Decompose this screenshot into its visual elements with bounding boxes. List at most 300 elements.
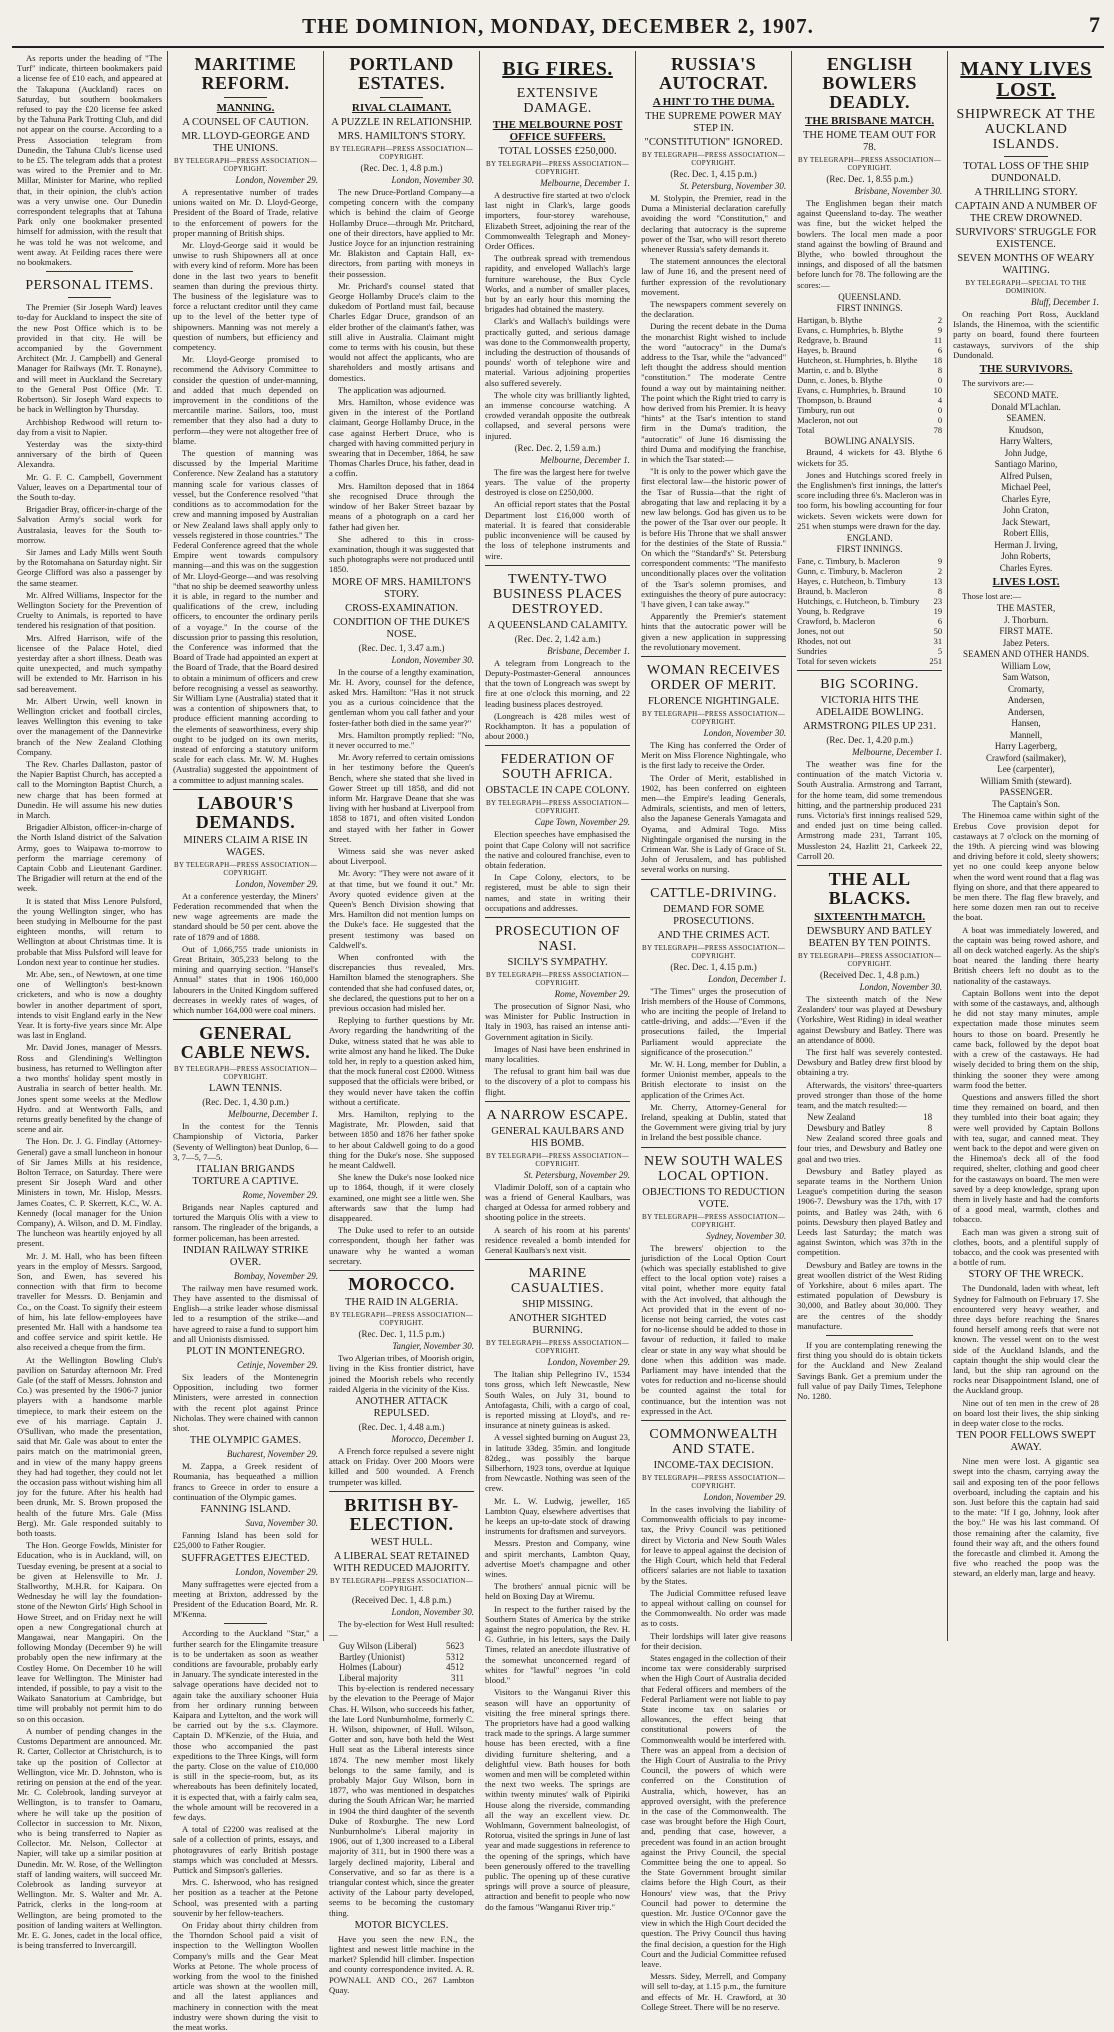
ad-heading: MOTOR BICYCLES. <box>354 1919 449 1931</box>
divider <box>485 1101 630 1102</box>
paragraph: Mr. Lloyd-George said it would be unwise to rush Shipowners all at once with every kind of reform. More has been done in the last two years to benefit seamen than during the previous thirty. The business of the legislature was to force a reluctant creditor until they came up to the level of the better type of shipowners. Manning was not merely a question of numbers, but efficiency and competency. <box>173 240 319 353</box>
subhead: A PUZZLE IN RELATIONSHIP. <box>331 117 472 128</box>
paragraph: The brothers' annual picnic will be held on Boxing Day at Wiremu. <box>485 1581 631 1602</box>
subhead: THE SUPREME POWER MAY STEP IN. <box>645 111 783 134</box>
dateline: Bombay, November 29. <box>234 1270 319 1281</box>
personal-items-heading: PERSONAL ITEMS. <box>25 278 154 294</box>
article-narrow-escape <box>485 1108 630 1255</box>
divider <box>380 97 424 98</box>
paragraph: Clark's and Wallach's buildings were practically gutted, and serious damage was done to the Commonwealth property, including the destruction of thousands of pounds' worth of telephone wire and material. Various adjoining properties also suffered severely. <box>485 316 631 388</box>
dateline: Melbourne, December 1. <box>540 454 631 465</box>
credit-line: BY TELEGRAPH—PRESS ASSOCIATION—COPYRIGHT. <box>329 1311 474 1328</box>
batsman: Braund, b. Macleron <box>797 585 868 596</box>
headline: WOMAN RECEIVES ORDER OF MERIT. <box>646 662 781 693</box>
runs: 0 <box>937 404 943 415</box>
subhead: STORY OF THE WRECK. <box>968 1269 1084 1281</box>
subhead: MINERS CLAIM A RISE IN WAGES. <box>183 834 308 858</box>
result-name: Bartley (Unionist) <box>339 1651 405 1662</box>
paragraph: The Italian ship Pellegrino IV., 1534 tons gross, which left Newcastle, New South Wales, on July 31, bound to Antofagasta, Chili, with a cargo of coal, is reported missing at Lloyd's, and re-insurance at ninety guineas is asked. <box>485 1369 631 1431</box>
paragraph: A French force repulsed a severe night attack on Friday. Over 200 Moors were killed and 500 wounded. A French trumpeter was killed. <box>329 1445 475 1487</box>
crew-name: Santiago Marino, <box>994 459 1058 470</box>
paragraph: The King has conferred the Order of Merit on Miss Florence Nightingale, who is the first lady to receive the Order. <box>641 739 787 771</box>
article-nasi <box>485 924 630 1097</box>
crew-name: Lee (carpenter), <box>997 764 1055 775</box>
subhead: ANOTHER ATTACK REPULSED. <box>355 1395 448 1419</box>
paragraph: The first half was severely contested. Dewsbury and Batley drew first blood by obtaining a try. <box>797 1047 943 1078</box>
paragraph: In Cape Colony, electors, to be registered, must be able to sign their names, and state in writing their occupations and addresses. <box>485 872 631 913</box>
runs: 6 <box>937 615 943 626</box>
article-labour-demands <box>173 794 318 1015</box>
crew-name: Hansen, <box>1011 718 1041 729</box>
crew-name: Charles Eyres. <box>999 562 1053 573</box>
paragraph: States engaged in the collection of their income tax were considerably surprised when the High Court of Australia decided that Federal officers and members of the Federal Parliament were not liable to pay State income tax on salaries or allowances, the effect being that constitutional powers of the Commonwealth would be interfered with. There was an appeal from a decision of the High Court of Australia to the Privy Council, the powers of which were conferred on the Constitution of Australia, which, however, has an approved oversight, with the preference in the case of the Commonwealth. The case was brought before the High Court, and, pending that case, however, a precedent was found in an action brought against the Privy Council, the special Committee being the one to appeal. So the State Government brought similar claims before the High Court, as their Honours' view was, that the Privy Council had power to determine the question. Mr. Justice O'Connor gave the view in which the High Court decided the question. The Privy Council thus having the final decision, a question for the High Court and the Judicial Committee refused leave. <box>641 1652 787 1970</box>
credit-line: BY TELEGRAPH—PRESS ASSOCIATION—COPYRIGHT. <box>173 1065 318 1082</box>
paragraph: New Zealand scored three goals and four tries, and Dewsbury and Batley one goal and two tries. <box>797 1133 943 1164</box>
headline: A NARROW ESCAPE. <box>486 1107 629 1123</box>
paragraph: Mrs. Hamilton deposed that in 1864 she recognised Druce through the window of her Baker Street bazaar by means of a photograph on a card her father had given her. <box>329 480 475 532</box>
paragraph: "It is only to the power which gave the first electoral law—the historic power of the Tsar of Russia—that the right of abrogating that law and replacing it by a new law belongs. God has given us to be the power of the Tsar over our people. It is before His Throne that we shall answer for the destinies of the State of Russia." On which the "Standard's" St. Petersburg correspondent comments: "The manifesto unconditionally places over the volitation of the Tsar's solemn promises, and extinguishes the theory of pure autocracy: 'I have given, I can take away.'" <box>641 466 787 609</box>
runs: 2 <box>937 314 943 325</box>
article-body <box>173 187 318 785</box>
article-morocco <box>329 1275 474 1487</box>
paragraph: The outbreak spread with tremendous rapidity, and enveloped Wallach's large furniture warehouse, the Bux Cycle Works, and a number of smaller places, but by an early hour this morning the brigades had obtained the mastery. <box>485 253 631 315</box>
subhead: A THRILLING STORY. <box>974 187 1078 198</box>
paragraph: Apparently the Premier's statement hints that the autocratic power will be given a new application in suppressing the revolutionary movement. <box>641 611 787 652</box>
paragraph: The Judicial Committee refused leave to appeal without calling on counsel for the Commonwealth. No order was made as to costs. <box>641 1587 787 1629</box>
dateline: London, November 29. <box>235 878 319 889</box>
dateline: Sydney, November 30. <box>706 1230 787 1241</box>
article-portland-estates <box>329 55 474 1266</box>
article-body <box>953 1283 1099 1428</box>
kicker: THE BRISBANE MATCH. <box>805 115 935 127</box>
score-row <box>797 415 942 425</box>
paragraph: Their lordships will later give reasons for their decision. <box>641 1630 787 1651</box>
paragraph: According to the Auckland "Star," a further search for the Elingamite treasure is to be undertaken as soon as weather conditions are favourable, probably early in January. The syndicate interested in the salvage operations have decided not to again take the auxiliary schooner Huia from her ordinary running between Kaipara and Lyttelton, and the work will be carried out by the s.s. Claymore. Captain D. M'Kenzie, of the Huia, and those who accompanied the past expeditions to the Three Kings, will form the party. Close on the value of £10,000 is still in the specie-room, but, as its whereabouts has been definitely located, it is expected that, with a fairly calm sea, the whole amount will be recovered in a few days. <box>173 1628 319 1822</box>
dateline: St. Petersburg, November 29. <box>523 1169 631 1180</box>
batsman: Hartigan, b. Blythe <box>797 314 863 325</box>
innings-label: FIRST INNINGS. <box>836 303 903 314</box>
article-business-places <box>485 572 630 742</box>
article-english-bowlers <box>797 55 942 666</box>
kicker: RIVAL CLAIMANT. <box>351 102 452 114</box>
item-heading: ITALIAN BRIGANDS TORTURE A CAPTIVE. <box>192 1164 299 1188</box>
dateline: London, November 30. <box>391 1606 475 1617</box>
article-body <box>797 994 942 1110</box>
dateline: Melbourne, December 1. <box>852 746 943 757</box>
score-row <box>797 355 942 365</box>
kicker: SIXTEENTH MATCH. <box>814 910 926 923</box>
dateline: Suva, November 30. <box>245 1518 319 1529</box>
paragraph: Mr. G. F. C. Campbell, Government Valuer, leaves on a Departmental tour of the South to-day. <box>17 471 163 502</box>
subhead: FLORENCE NIGHTINGALE. <box>647 695 780 707</box>
batsman: Dunn, c. Jones, b. Blythe <box>797 374 883 385</box>
article-local-option <box>641 1154 786 1416</box>
paragraph: At the Wellington Bowling Club's pavilion on Saturday afternoon Mr. Fred Gale (of the staff of Messrs. Johnston and Co.) was presented by the 1906-7 junior players with a handsome marble timepiece, to mark their esteem on the eve of his marriage. Captain J. O'Sullivan, who made the presentation, said that Mr. Gale was about to enter the pairs match on the matrimonial green, and in view of the many happy greens they had had together, they could not let the occasion pass without wishing him all joy for the future. After his health had been drunk, Mr. S. Brown proposed the health of the future Mrs. Gale (Miss Berg). Mr. Gale responded suitably to both toasts. <box>17 1354 163 1539</box>
article-body <box>329 1353 474 1394</box>
received-date: (Rec. Dec. 1, 4.15 p.m.) <box>670 961 757 972</box>
paragraph: Election speeches have emphasised the point that Cape Colony will not sacrifice the native and coloured franchise, even to obtain federation. <box>485 829 631 870</box>
divider <box>485 917 630 918</box>
credit-line: BY TELEGRAPH—PRESS ASSOCIATION—COPYRIGHT. <box>798 156 942 172</box>
runs: 9 <box>937 324 943 335</box>
credit-line: BY TELEGRAPH—PRESS ASSOCIATION—COPYRIGHT. <box>798 951 942 968</box>
credit-line: BY TELEGRAPH—PRESS ASSOCIATION—COPYRIGHT. <box>642 1474 786 1491</box>
article-body <box>485 658 630 742</box>
scorecard <box>797 556 942 656</box>
headline: PORTLAND ESTATES. <box>349 54 454 93</box>
credit-line: BY TELEGRAPH—PRESS ASSOCIATION—COPYRIGHT. <box>329 1576 474 1593</box>
paragraph: Mrs. Hamilton promptly replied: "No, it never occurred to me." <box>329 729 475 750</box>
article-body <box>797 759 942 861</box>
subhead: CONDITION OF THE DUKE'S NOSE. <box>333 616 470 640</box>
subhead: THE HOME TEAM OUT FOR 78. <box>802 130 937 153</box>
divider <box>68 297 112 298</box>
runs: 9 <box>937 555 943 566</box>
subhead: ARMSTRONG PILES UP 231. <box>802 720 937 732</box>
crew-name: Mannell, <box>1009 729 1043 740</box>
subhead: MR. LLOYD-GEORGE AND THE UNIONS. <box>181 131 310 154</box>
batsman: Gunn, c. Timbury, b. Macleron <box>797 565 903 576</box>
paragraph: M. Stolypin, the Premier, read in the Duma a Ministerial declaration carefully avoiding the word "Constitution," and declaring that autocracy is the supreme power of the Tsar, who will resort thereto whenever Russia's safety demands it. <box>641 193 787 255</box>
crew-name: J. Thorburn. <box>1003 614 1049 625</box>
divider <box>173 789 318 790</box>
article-body <box>797 198 942 290</box>
score-row <box>797 315 942 325</box>
credit-line: BY TELEGRAPH—PRESS ASSOCIATION—COPYRIGHT. <box>642 709 786 726</box>
paragraph: Mr. David Jones, manager of Messrs. Ross and Glendining's Wellington business, has returned to Wellington after a two months' holiday spent mostly in Australia in search of better health. Mr. Jones spent some weeks at the Medlow Hydro. and at Wentworth Falls, and returns greatly benefited by the change of scene and air. <box>17 1042 163 1135</box>
runs: 2 <box>937 565 943 576</box>
footer-notice: If you are contemplating renewing the first thing you should do is obtain tickets for the Auckland and New Zealand Savings Bank. Get a premium under the full value of pay Daily Times, Telephone No. 1280. <box>797 1340 943 1402</box>
result-row <box>797 1123 942 1134</box>
score-row <box>797 566 942 576</box>
dateline: Rome, November 29. <box>242 1190 319 1201</box>
crew-name: The Captain's Son. <box>992 798 1060 809</box>
article-body <box>485 829 630 913</box>
paragraph: On Friday about thirty children from the Thorndon School paid a visit of inspection to the Wellington Woollen Company's mills and the Gear Meat Works at Petone. The whole process of working from the wool to the finished article was shown at the woollen mill, and all the latest appliances and machinery in connection with the meat industry were shown during the visit to the meat works. <box>173 1920 319 2032</box>
paragraph: When confronted with the discrepancies thus revealed, Mrs. Hamilton blamed the stenographers. She contended that she had confused dates, or, she declared, the questions put to her on a previous occasion had misled her. <box>329 952 475 1014</box>
runs: 8 <box>937 364 943 375</box>
dateline: London, November 30. <box>859 981 943 992</box>
lost-list <box>953 661 1099 787</box>
paragraph: On reaching Port Ross, Auckland Islands, the Hinemoa, with the scientific party on board, found there fourteen castaways, survivors of the ship Dundonald. <box>953 309 1099 360</box>
paragraph: Afterwards, the visitors' three-quarters proved stronger than those of the home team, and the match resulted:— <box>797 1079 943 1111</box>
article-body <box>485 467 630 561</box>
total-runs: 78 <box>933 424 943 435</box>
headline: ENGLISH BOWLERS DEADLY. <box>822 54 917 112</box>
crew-name: Andersen, <box>1007 695 1045 706</box>
received-date: (Rec. Dec. 1, 4.20 p.m.) <box>826 734 913 745</box>
crew-name: William Low, <box>1001 660 1051 671</box>
advertisement: Have you seen the new F.N., the lightest and newest little machine in the market? Splendid hill climber. Inspection and county correspondence invited. A. R. POWNALL AND CO., 267 Lambton Quay. <box>329 1933 475 1995</box>
score-row <box>797 325 942 335</box>
subhead: "CONSTITUTION" IGNORED. <box>644 137 783 148</box>
headline: FEDERATION OF SOUTH AFRICA. <box>500 752 615 783</box>
article-body <box>329 1446 474 1487</box>
headline: RUSSIA'S AUTOCRAT. <box>659 54 769 93</box>
majority-row <box>329 1673 474 1684</box>
credit-line: BY TELEGRAPH—PRESS ASSOCIATION—COPYRIGHT. <box>329 145 474 161</box>
dateline: Bucharest, November 29. <box>226 1449 319 1460</box>
subhead: TOTAL LOSSES £250,000. <box>498 146 617 157</box>
paragraph: The Duke used to refer to an outside correspondent, though her father was unaware why he wanted a woman secretary. <box>329 1225 475 1266</box>
subhead: SHIP MISSING. <box>522 1299 593 1311</box>
paragraph: Each man was given a strong suit of clothes, boots, and a plentiful supply of tobacco, and the cook was presented with a bottle of rum. <box>953 1226 1099 1268</box>
paragraph: The survivors are:— <box>962 378 1034 389</box>
crew-name: Herman J. Irving, <box>994 539 1058 550</box>
article-big-fires <box>485 59 630 561</box>
score-row <box>797 375 942 385</box>
paragraph: The newspapers comment severely on the declaration. <box>641 299 787 320</box>
crew-name: Harry Lagerberg, <box>994 741 1058 752</box>
article-body <box>641 193 786 652</box>
score-row <box>797 385 942 395</box>
item-heading: LAWN TENNIS. <box>209 1083 283 1095</box>
dateline: London, November 30. <box>703 727 787 738</box>
paragraph: The question of manning was discussed by the Imperial Maritime Conference. New Zealand has a statutory manning scale for various classes of vessel, but the Conference resolved "that conditions as to accommodation for the crew and manning imposed by Australian or New Zealand laws shall apply only to vessels registered in those countries." The Federal Conference agreed that the whole Empire went towards compulsory manning—and this was on the suggestion of Mr. Lloyd-George—and was resolving "that no ship be deemed seaworthy unless it is able, in regard to the number and qualifications of the crew, including officers, to encounter the ordinary perils of a voyage." In the course of the discussion prior to passing this resolution, the Conference was informed that the Board of Trade had appointed an expert at the Board of Trade, that the Board desired to obtain a minimum of officers and crew before recognising a vessel as seaworthy. Sir William Lyne (Australia) stated that it was a contention of shipowners that, to produce efficient manning according to the elements of seaworthiness, every ship ought to be judged on its own merits, instead of enforcing a statutory uniform scale for each class. Mr. W. M. Hughes (Australia) suggested the appointment of a committee to adjust manning scales. <box>173 448 319 785</box>
result-value: 5623 <box>446 1641 465 1652</box>
dateline: London, November 29. <box>547 1357 631 1368</box>
article-russias-autocrat <box>641 55 786 652</box>
dateline: Cetinje, November 29. <box>237 1360 319 1371</box>
divider <box>224 97 268 98</box>
received-date: (Received Dec. 1, 4.8 p.m.) <box>819 969 920 980</box>
received-date: (Received Dec. 1, 4.8 p.m.) <box>351 1594 452 1605</box>
headline: LABOUR'S DEMANDS. <box>195 792 296 832</box>
paragraph: Dewsbury and Batley are towns in the great woollen district of the West Riding of Yorkshire, about 6 miles apart. The estimated population of Dewsbury is 30,000, and Batley about 30,000. They are the centres of the shoddy manufacture. <box>797 1259 943 1331</box>
scorecard-body <box>797 315 942 425</box>
headline: BIG FIRES. <box>502 58 613 80</box>
article-all-blacks <box>797 870 942 1401</box>
kicker: MANNING. <box>216 102 275 114</box>
received-date: (Rec. Dec. 1, 4.15 p.m.) <box>670 169 757 179</box>
paragraph: Mr. Cherry, Attorney-General for Ireland, speaking at Dublin, stated that the Government were giving trial by jury in Ireland the best possible chance. <box>641 1101 787 1143</box>
article-body <box>329 667 474 1267</box>
dateline: London, November 29. <box>703 1492 787 1503</box>
subhead: SICILY'S SYMPATHY. <box>507 956 608 968</box>
paragraph: Mrs. Alfred Harrison, wife of the licensee of the Palace Hotel, died yesterday after a short illness. Death was quite unexpected, and much sympathy will be extended to Mr. Harrison in his sad bereavement. <box>17 632 163 694</box>
article-big-scoring <box>797 677 942 861</box>
subhead: THE RAID IN ALGERIA. <box>344 1297 459 1309</box>
paragraph: Vladimir Doloff, son of a captain who was a friend of General Kaulbars, was charged at Odessa for armed robbery and shooting police in the streets. <box>485 1181 631 1223</box>
credit-line: BY TELEGRAPH—SPECIAL TO THE DOMINION. <box>965 279 1087 295</box>
innings-label: FIRST INNINGS. <box>836 544 903 555</box>
paragraph: Brigadier Bray, officer-in-charge of the Salvation Army's social work for Australasia, leaves for the South to-morrow. <box>17 504 163 545</box>
article-body <box>329 187 474 575</box>
article-south-africa <box>485 752 630 913</box>
paragraph: Mrs. Hamilton, replying to the Magistrate, Mr. Plowden, said that between 1850 and 1876 her father spoke to her about Caldwell going to do a good thing for the Duke's nose. She supposed he meant Caldwell. <box>329 1109 475 1171</box>
paragraph: Mr. W. H. Long, member for Dublin, a former Unionist member, appeals to the British electorate to insist on the application of the Crimes Act. <box>641 1059 787 1100</box>
paragraph: In the cases involving the liability of Commonwealth officials to pay income-tax, the Privy Council was petitioned direct by Victoria and New South Wales for leave to appeal against the decision of the High Court, which held that Federal officers' salaries are not liable to taxation by the States. <box>641 1504 787 1586</box>
result-value: 5312 <box>446 1651 465 1662</box>
paragraph: The by-election for West Hull resulted:— <box>329 1618 475 1639</box>
dateline: Brisbane, November 30. <box>854 186 943 196</box>
result-row <box>329 1641 474 1652</box>
subhead: MRS. HAMILTON'S STORY. <box>337 131 466 142</box>
paragraph: The Hon. George Fowlds, Minister for Education, who is in Auckland, will, on Tuesday evening, be present at a social to be given at Helensville to Mr. J. Stallworthy, M.H.R. for Kaipara. On Wednesday he will lay the foundation-stone of the Newton Girls' High School in Howe Street, and on Friday next he will open a new Congregational church at Mangawai, near Mangapiri. On the following Monday (December 9) he will probably open the new infirmary at the Costley Home. On December 10 he will leave for Wellington. The Minister had intended, if possible, to pay a visit to the Waikato Sanatorium at Cambridge, but time will probably not permit him to do so on this occasion. <box>17 1540 163 1724</box>
paragraph: Nine men were lost. A gigantic sea swept into the chasm, carrying away the sail and exposing ten of the poor fellows overboard, including the captain and his son. Just before this the captain had said to the mate: "If I go, Johnny, look after the boy." He was his last command. Of those remaining after the calamity, five found their way aft, and the others found the forecastle and climbed it. Among the five who reached the poop was the steward, an elderly man, large and heavy. <box>953 1456 1099 1579</box>
paragraph: The refusal to grant him bail was due to the discovery of a plot to compass his flight. <box>485 1066 631 1097</box>
paragraph: The railway men have resumed work. They have assented to the dismissal of English—a strike leader whose dismissal led to a resumption of the strike—and have agreed to raise a fund to support him and all Unionists dismissed. <box>173 1282 319 1344</box>
paragraph: Mr. Prichard's counsel stated that George Hollamby Druce's claim to the dukedom of Portland must fail, because Charles Edgar Druce, grandson of an elder brother of the claimant's father, was still alive in Australia. Claimant might come to terms with his cousin, but these would not affect the applicants, who are shareholders and mostly artisans and domestics. <box>329 280 475 383</box>
paragraph: An official report states that the Postal Department lost £16,000 worth of material. It is feared that considerable public inconvenience will be caused by the loss of telephone instruments and wire. <box>485 499 631 561</box>
subhead: MORE OF MRS. HAMILTON'S STORY. <box>332 576 472 600</box>
paragraph: (Longreach is 428 miles west of Rockhampton. It has a population of about 2000.) <box>485 710 631 742</box>
result-row <box>329 1662 474 1673</box>
article-body <box>485 1369 630 1912</box>
divider <box>641 1147 786 1148</box>
personal-items-list <box>17 302 162 1950</box>
runs: 18 <box>933 354 943 365</box>
headline: NEW SOUTH WALES LOCAL OPTION. <box>643 1153 784 1184</box>
score-row <box>797 616 942 626</box>
crew-name: Crawford (sailmaker), <box>986 752 1067 763</box>
paragraph: Sir James and Lady Mills went South by the Rotomahana on Saturday night. Sir George Clifford was also a passenger by the same steamer. <box>17 546 163 588</box>
received-date: (Rec. Dec. 1, 8.55 p.m.) <box>826 174 913 184</box>
paragraph: In the course of a lengthy examination, Mr. H. Avory, counsel for the defence, asked Mrs. Hamilton: "Has it not struck you as a curious coincidence that the gentleman whom you call father and your foster-father both died in the same year?" <box>329 666 475 728</box>
received-date: (Rec. Dec. 1, 11.5 p.m.) <box>358 1329 445 1340</box>
headline: MANY LIVES LOST. <box>960 58 1092 101</box>
headline: CATTLE-DRIVING. <box>650 885 777 901</box>
crew-name: William Smith (steward). <box>980 775 1072 786</box>
column-1 <box>12 51 168 1951</box>
score-row <box>797 646 942 656</box>
subhead: A COUNSEL OF CAUTION. <box>182 117 309 128</box>
paragraph: Mr. Alfred Williams, Inspector for the Wellington Society for the Prevention of Cruelty to Animals, is reported to have tendered his resignation of that position. <box>17 589 163 631</box>
subhead: A LIBERAL SEAT RETAINED WITH REDUCED MAJORITY. <box>333 1550 470 1574</box>
headline: TWENTY-TWO BUSINESS PLACES DESTROYED. <box>492 571 623 617</box>
paragraph: Mrs. Hamilton, whose evidence was given in the interest of the Portland claimant, George Hollamby Druce, in the case against Herbert Druce, who is charged with having committed perjury in swearing that in December, 1864, he saw Thomas Charles Druce, his father, dead in a coffin. <box>329 397 475 479</box>
dateline: London, November 29. <box>235 1566 319 1577</box>
runs: 4 <box>937 394 943 405</box>
runs: 23 <box>933 595 943 606</box>
credit-line: BY TELEGRAPH—PRESS ASSOCIATION—COPYRIGHT. <box>642 1212 786 1229</box>
paragraph: Replying to further questions by Mr. Avory regarding the handwriting of the Duke, witness stated that he was able to write almost any hand he liked. The Duke told her, in reply to a question asked him, that the mock funeral cost £2000. Witness supposed that the officials were bribed, or they would never have taken the coffin without a certificate. <box>329 1015 475 1107</box>
paragraph: Yesterday was the sixty-third anniversary of the birth of Queen Alexandra. <box>17 438 163 470</box>
page-number: 7 <box>1089 12 1100 37</box>
item-heading: SUFFRAGETTES EJECTED. <box>181 1552 310 1564</box>
result-name: Dewsbury and Batley <box>807 1122 886 1133</box>
article-cattle-driving <box>641 886 786 1143</box>
credit-line: BY TELEGRAPH—PRESS ASSOCIATION—COPYRIGHT. <box>642 943 786 960</box>
batsman: Evans, c. Humphries, b. Blythe <box>797 324 904 335</box>
divider <box>485 745 630 746</box>
batsman: Jones, not out <box>797 625 845 636</box>
score-row <box>797 626 942 636</box>
masthead-title: THE DOMINION, MONDAY, DECEMBER 2, 1907. <box>302 14 814 38</box>
divider <box>329 1491 474 1492</box>
paragraph: The statement announces the electoral law of June 16, and the present need of further expression of the revolutionary movement. <box>641 256 787 297</box>
result-value: 18 <box>923 1112 933 1123</box>
paragraph: The weather was fine for the continuation of the match Victoria v. South Australia. Armstrong and Tarrant, for the home team, did some tremendous hitting, and the partnership produced 231 runs. Victoria's first innings realised 529, and ended just on time being called. Armstrong made 231, Tarrant 105, Mussleston 24, Hazlitt 21, Carkeek 22, Carroll 20. <box>797 758 943 861</box>
received-date: (Rec. Dec. 1, 4.48 a.m.) <box>358 1421 445 1432</box>
divider <box>173 1019 318 1020</box>
paragraph: The fire was the largest here for twelve years. The value of the property destroyed is close on £250,000. <box>485 466 631 498</box>
paragraph: Nine out of ten men in the crew of 28 on board lost their lives, the ship sinking in deep water close to the rocks. <box>953 1397 1099 1428</box>
subhead: CROSS-EXAMINATION. <box>345 602 458 614</box>
paragraph: Mr. Avory referred to certain omissions in her testimony before the Queen's Bench, where she stated that she lived in Gower Street up till 1858, and did not inform Mr. Hargrave Deane that she was living with her husband at Liverpool from 1858 to 1871, and often visited London and stayed with her father in Gower Street. <box>329 752 475 844</box>
paragraph: A destructive fire started at two o'clock last night in Clark's, large goods importers, four-storey warehouse, Elizabeth Street, adjoining the rear of the Commonwealth Telegraph and Money-Order Offices. <box>485 190 631 252</box>
score-row <box>797 365 942 375</box>
score-row <box>797 606 942 616</box>
paragraph: The Rev. Charles Dallaston, pastor of the Napier Baptist Church, has accepted a call to the Mornington Baptist Church, a new charge that has been formed at Dunedin. He will assume his new duties in March. <box>17 759 163 821</box>
subhead: ANOTHER SIGHTED BURNING. <box>508 1313 607 1337</box>
column-5 <box>636 51 792 2012</box>
paragraph: At a conference yesterday, the Miners' Federation recommended that when the new wage agreements are made the standard should be 50 per cent. above the rate of 1879 and of 1888. <box>173 890 319 942</box>
paragraph: "The Times" urges the prosecution of Irish members of the House of Commons, who are inciting the people of Ireland to cattle-driving, and adds:—"Even if the prosecutions failed, the Imperial Parliament would appreciate the significance of the prosecution." <box>641 985 787 1057</box>
result-name: New Zealand <box>807 1112 856 1123</box>
paragraph: The Hinemoa came within sight of the Erebus Cove provision depot for castaways at 7 o'clock on the morning of the 19th. A piercing wind was blowing and driving before it cold, sleety showers; yet no one could keep anyone below when the word went round that a flag was flying on shore, and that there appeared to be men there. The flag flew bravely, and here some dozen men ran out to receive the boat. <box>953 810 1099 923</box>
dateline: London, November 30. <box>391 175 475 185</box>
batsman: Thompson, b. Braund <box>797 394 872 405</box>
crew-name: Sam Watson, <box>1002 672 1050 683</box>
team-name: ENGLAND. <box>846 532 893 543</box>
scorecard <box>797 315 942 425</box>
paragraph: Jones and Hutchings scored freely in the Englishmen's first innings, the latter's score including three 6's. Macleron was in too form, his bowling accounting for four wickets. Seven wickets were down for 251 when stumps were drawn for the day. <box>797 469 943 531</box>
runs: 11 <box>933 334 943 345</box>
paragraph: A total of £2200 was realised at the sale of a collection of prints, essays, and photogravures of early British postage stamps which was concluded at Messrs. Puttick and Simpson's galleries. <box>173 1824 319 1875</box>
scorecard-body <box>797 556 942 656</box>
paragraph: She knew the Duke's nose looked nice up to 1864, though, if it were closely examined, one might see a little wen. She afterwards saw that the lump had disappeared. <box>329 1172 475 1224</box>
dateline: Bluff, December 1. <box>1030 297 1099 307</box>
article-body <box>641 1243 786 1416</box>
batsman: Sundries <box>797 645 827 656</box>
paragraph: In respect to the further raised by the Southern States of America by the strike against the negro population, the Rev. H. G. Guthrie, in his letters, says the Daily Times, related an anecdote illustrative of the somewhat unconcerned regard of whites for "lawful" negroes "in cold blood." <box>485 1603 631 1686</box>
paragraph: She adhered to this in cross-examination, though it was suggested that such photographs were not produced until 1850. <box>329 533 475 575</box>
dateline: London, November 29. <box>235 175 319 185</box>
divider <box>224 1623 268 1624</box>
dateline: Melbourne, December 1. <box>228 1109 319 1120</box>
divider <box>797 670 942 671</box>
subhead: VICTORIA HITS THE ADELAIDE BOWLING. <box>815 694 924 718</box>
crew-name: John Judge, <box>1004 447 1048 458</box>
paragraph: Brigands near Naples captured and tortured the Marquis Olis with a view to ransom. The ringleader of the brigands, a former policeman, has been arrested. <box>173 1202 319 1243</box>
result-value: 8 <box>927 1122 933 1133</box>
paragraph: A telegram from Longreach to the Deputy-Postmaster-General announces that the town of Longreach was swept by fire at one o'clock this morning, and 22 leading business places destroyed. <box>485 657 631 709</box>
paragraph: During the recent debate in the Duma the monarchist Right wished to include the word "autocracy" in the Duma's address to the Tsar, while the "advanced" left thought the address should mention "constitution." The moderate Centre found a way out by maintaining neither. The point which the Right tried to carry is how derived from his Premier. It is heavy "hints" at the Tsar's intention to stand firm in the Duma's tradition, the "autocratic" of June 16 dismissing the third Duma and modifying the franchise, in which the Tsar stated:— <box>641 321 787 465</box>
analysis-heading: BOWLING ANALYSIS. <box>824 435 915 446</box>
rank-heading: PASSENGER. <box>999 787 1053 798</box>
score-row <box>797 586 942 596</box>
article-body <box>485 1001 630 1097</box>
dateline: London, November 30. <box>391 654 475 665</box>
credit-line: BY TELEGRAPH—PRESS ASSOCIATION—COPYRIGHT. <box>173 860 318 877</box>
paragraph: Mr. Albert Urwin, well known in Wellington cricket and football circles, leaves Wellington this evening to take over the management of the Dannevirke branch of the New Zealand Clothing Company. <box>17 695 163 757</box>
dateline: Rome, November 29. <box>554 988 631 999</box>
score-row <box>797 395 942 405</box>
divider <box>641 1420 786 1421</box>
item-heading: THE OLYMPIC GAMES. <box>189 1435 302 1447</box>
paragraph: The prosecution of Signor Nasi, who was Minister for Public Instruction in Italy in 1903, has raised an intense anti-Government agitation in Sicily. <box>485 1000 631 1042</box>
divider <box>1004 156 1048 157</box>
article-body <box>329 1683 474 1918</box>
headline: MARITIME REFORM. <box>194 54 297 93</box>
batsman: Evans, c. Humphries, b. Braund <box>797 384 906 395</box>
result-value: 4512 <box>446 1662 465 1673</box>
credit-line: BY TELEGRAPH—PRESS ASSOCIATION—COPYRIGHT. <box>642 151 786 167</box>
crew-name: Harry Walters, <box>999 436 1053 447</box>
column-4 <box>480 51 636 1912</box>
rank-heading: SECOND MATE. <box>993 390 1059 401</box>
subhead: GENERAL KAULBARS AND HIS BOMB. <box>491 1125 624 1149</box>
subhead: SHIPWRECK AT THE AUCKLAND ISLANDS. <box>956 107 1096 152</box>
article-body <box>953 309 1099 360</box>
paragraph: A number of pending changes in the Customs Department are announced. Mr. R. Carter, Collector at Christchurch, is to take up the position of Collector at Wellington, vice Mr. D. Johnston, who is retiring on pension at the end of the year. Mr. C. Colebrook, landing surveyor at Wellington, is to transfer to Oamaru, where he will take up the position of Collector in succession to Mr. Nixon, who is being transferred to Napier as Collector. Mr. Nelson, Collector at Napier, will take up a similar position at Dunedin. Mr. W. Rose, of the Wellington staff of landing waiters, will succeed Mr. Colebrook as landing surveyor at Wellington. Mr. S. Walter and Mr. A. Patrick, clerks in the long-room at Wellington, are being promoted to the position of landing waiters at Wellington. Mr. E. G. Jones, cadet in the local office, is being transferred to Invercargill. <box>17 1725 163 1951</box>
article-maritime-reform <box>173 55 318 785</box>
subhead: AND THE CRIMES ACT. <box>657 929 770 941</box>
runs: 0 <box>937 414 943 425</box>
runs: 6 <box>937 344 943 355</box>
score-row <box>797 576 942 586</box>
